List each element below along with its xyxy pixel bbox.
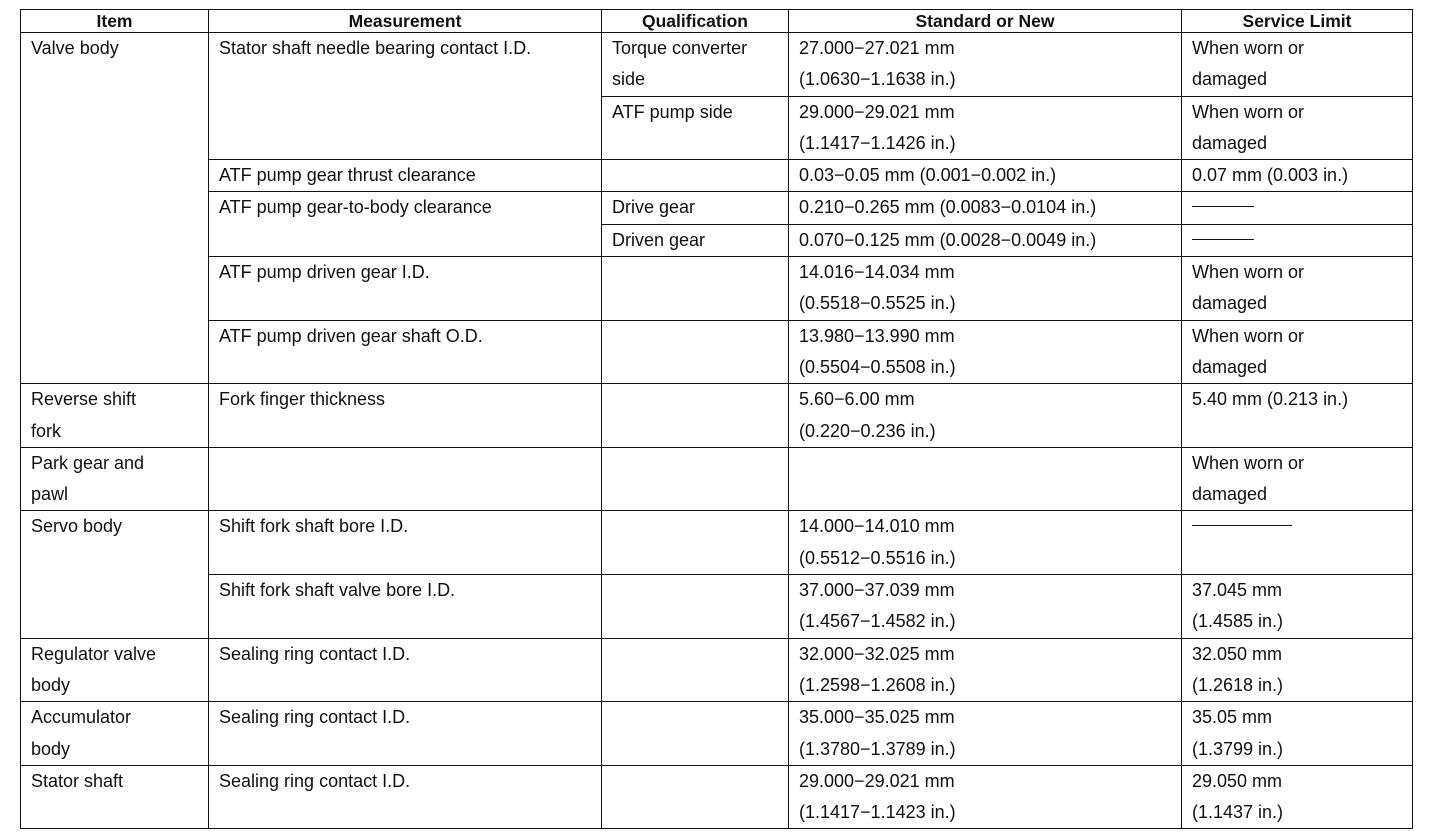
table-row (21, 638, 1413, 702)
measurement-label: ATF pump gear thrust clearance (219, 165, 476, 186)
standard-value: (1.0630−1.1638 in.) (799, 69, 956, 90)
measurement-cell (209, 384, 602, 448)
no-limit-dash (1192, 206, 1254, 207)
item-cell (21, 511, 209, 638)
standard-cell (789, 33, 1182, 97)
standard-value: (0.5518−0.5525 in.) (799, 293, 956, 314)
measurement-cell (209, 702, 602, 766)
standard-value: 0.03−0.05 mm (0.001−0.002 in.) (799, 165, 1057, 186)
standard-cell (789, 575, 1182, 639)
limit-cell (1182, 765, 1413, 829)
header-item: Item (21, 10, 209, 33)
limit-value: 0.07 mm (0.003 in.) (1192, 165, 1349, 186)
qualification-cell (602, 575, 789, 639)
standard-cell (789, 765, 1182, 829)
limit-cell (1182, 702, 1413, 766)
standard-value: (1.4567−1.4582 in.) (799, 611, 956, 632)
standard-cell (789, 192, 1182, 224)
limit-value: (1.2618 in.) (1192, 674, 1284, 695)
limit-value: When worn or (1192, 38, 1305, 58)
item-label: Reverse shift (31, 389, 137, 410)
standard-cell (789, 257, 1182, 321)
table-row (21, 447, 1413, 511)
item-cell (21, 702, 209, 766)
qualification-cell (602, 224, 789, 256)
standard-value: (1.2598−1.2608 in.) (799, 674, 956, 695)
header-row (21, 10, 1413, 33)
table-row (21, 702, 1413, 766)
limit-cell (1182, 33, 1413, 97)
standard-value: 35.000−35.025 mm (799, 707, 955, 728)
qualification-cell (602, 702, 789, 766)
item-label: body (31, 738, 71, 759)
limit-cell (1182, 638, 1413, 702)
qualification-label: Driven gear (612, 229, 706, 250)
measurement-cell (209, 447, 602, 511)
no-limit-dash (1192, 525, 1292, 526)
standard-cell (789, 160, 1182, 192)
header-qualification: Qualification (602, 10, 789, 33)
item-label: Park gear and (31, 452, 145, 473)
standard-value: (1.3780−1.3789 in.) (799, 738, 956, 759)
standard-cell (789, 447, 1182, 511)
limit-value: 35.05 mm (1192, 707, 1273, 728)
standard-value: (0.5504−0.5508 in.) (799, 356, 956, 377)
measurement-label: Fork finger thickness (219, 389, 386, 410)
limit-cell (1182, 511, 1413, 575)
limit-cell (1182, 575, 1413, 639)
standard-value: 27.000−27.021 mm (799, 38, 955, 58)
qualification-cell (602, 447, 789, 511)
limit-value: When worn or (1192, 325, 1305, 346)
measurement-cell (209, 192, 602, 257)
table-row (21, 160, 1413, 192)
qualification-cell (602, 765, 789, 829)
measurement-cell (209, 320, 602, 384)
measurement-label: Sealing ring contact I.D. (219, 643, 411, 664)
qualification-cell (602, 257, 789, 321)
measurement-cell (209, 511, 602, 575)
qualification-label: side (612, 69, 646, 90)
table-row (21, 257, 1413, 321)
limit-value: (1.1437 in.) (1192, 802, 1284, 823)
measurement-cell (209, 575, 602, 639)
table-row (21, 511, 1413, 575)
limit-value: damaged (1192, 69, 1268, 90)
item-label: pawl (31, 484, 69, 505)
limit-value: 32.050 mm (1192, 643, 1283, 664)
limit-value: 5.40 mm (0.213 in.) (1192, 389, 1349, 410)
measurement-cell (209, 33, 602, 160)
item-label: Valve body (31, 38, 119, 58)
table-row (21, 192, 1413, 224)
limit-cell (1182, 320, 1413, 384)
qualification-label: Torque converter (612, 38, 748, 58)
item-label: Stator shaft (31, 770, 124, 791)
qualification-cell (602, 511, 789, 575)
standard-value: 29.000−29.021 mm (799, 770, 955, 791)
measurement-cell (209, 765, 602, 829)
item-cell (21, 638, 209, 702)
table-row (21, 384, 1413, 448)
measurement-cell (209, 257, 602, 321)
measurement-label: ATF pump gear-to-body clearance (219, 197, 492, 218)
limit-value: When worn or (1192, 452, 1305, 473)
standard-cell (789, 384, 1182, 448)
standard-cell (789, 224, 1182, 256)
limit-value: damaged (1192, 293, 1268, 314)
limit-cell (1182, 160, 1413, 192)
header-measurement: Measurement (209, 10, 602, 33)
limit-value: damaged (1192, 484, 1268, 505)
qualification-cell (602, 33, 789, 97)
limit-cell (1182, 257, 1413, 321)
measurement-label: Shift fork shaft valve bore I.D. (219, 580, 456, 601)
header-standard: Standard or New (789, 10, 1182, 33)
standard-value: (1.1417−1.1423 in.) (799, 802, 956, 823)
limit-value: damaged (1192, 356, 1268, 377)
measurement-label: Shift fork shaft bore I.D. (219, 516, 409, 537)
qualification-cell (602, 96, 789, 160)
qualification-cell (602, 384, 789, 448)
spec-table (20, 9, 1413, 829)
limit-value: 29.050 mm (1192, 770, 1283, 791)
no-limit-dash (1192, 239, 1254, 240)
table-row (21, 575, 1413, 639)
item-cell (21, 33, 209, 384)
qualification-cell (602, 192, 789, 224)
limit-value: When worn or (1192, 101, 1305, 122)
standard-value: 13.980−13.990 mm (799, 325, 955, 346)
standard-cell (789, 638, 1182, 702)
item-cell (21, 384, 209, 448)
standard-value: 5.60−6.00 mm (799, 389, 915, 410)
standard-value: 0.070−0.125 mm (0.0028−0.0049 in.) (799, 229, 1097, 250)
standard-value: (1.1417−1.1426 in.) (799, 132, 956, 153)
item-label: Servo body (31, 516, 123, 537)
standard-cell (789, 320, 1182, 384)
limit-value: (1.3799 in.) (1192, 738, 1284, 759)
table-row (21, 320, 1413, 384)
limit-value: When worn or (1192, 262, 1305, 283)
standard-value: 29.000−29.021 mm (799, 101, 955, 122)
qualification-label: ATF pump side (612, 101, 733, 122)
measurement-label: Sealing ring contact I.D. (219, 770, 411, 791)
limit-cell (1182, 192, 1413, 224)
measurement-label: Stator shaft needle bearing contact I.D. (219, 38, 532, 58)
qualification-cell (602, 320, 789, 384)
qualification-label: Drive gear (612, 197, 696, 218)
limit-value: damaged (1192, 132, 1268, 153)
item-cell (21, 447, 209, 511)
standard-value: 0.210−0.265 mm (0.0083−0.0104 in.) (799, 197, 1097, 218)
limit-cell (1182, 96, 1413, 160)
standard-value: 32.000−32.025 mm (799, 643, 955, 664)
standard-value: (0.5512−0.5516 in.) (799, 547, 956, 568)
standard-cell (789, 96, 1182, 160)
measurement-label: ATF pump driven gear shaft O.D. (219, 325, 483, 346)
measurement-label: Sealing ring contact I.D. (219, 707, 411, 728)
header-service-limit: Service Limit (1182, 10, 1413, 33)
item-label: fork (31, 420, 62, 441)
qualification-cell (602, 160, 789, 192)
item-label: Accumulator (31, 707, 132, 728)
measurement-label: ATF pump driven gear I.D. (219, 262, 430, 283)
standard-value: 37.000−37.039 mm (799, 580, 955, 601)
item-label: Regulator valve (31, 643, 157, 664)
standard-cell (789, 511, 1182, 575)
standard-value: (0.220−0.236 in.) (799, 420, 936, 441)
limit-value: 37.045 mm (1192, 580, 1283, 601)
measurement-cell (209, 638, 602, 702)
table-row (21, 33, 1413, 97)
standard-value: 14.016−14.034 mm (799, 262, 955, 283)
limit-value: (1.4585 in.) (1192, 611, 1284, 632)
limit-cell (1182, 447, 1413, 511)
qualification-cell (602, 638, 789, 702)
standard-value: 14.000−14.010 mm (799, 516, 955, 537)
table-row (21, 765, 1413, 829)
limit-cell (1182, 384, 1413, 448)
measurement-cell (209, 160, 602, 192)
limit-cell (1182, 224, 1413, 256)
item-cell (21, 765, 209, 829)
standard-cell (789, 702, 1182, 766)
item-label: body (31, 674, 71, 695)
